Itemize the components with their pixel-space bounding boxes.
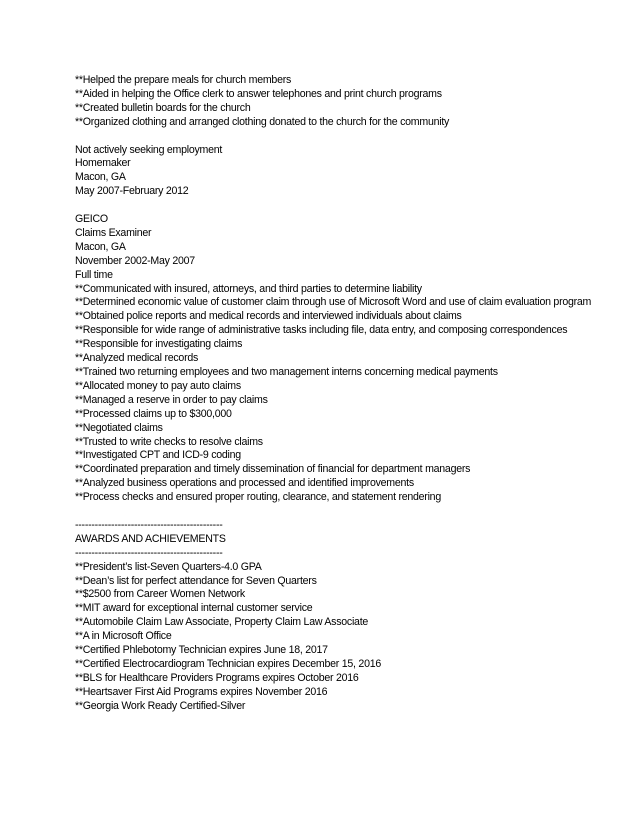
job-geico	[75, 213, 598, 505]
list-item: **$2500 from Career Women Network	[75, 588, 245, 601]
job-dates: November 2002-May 2007	[75, 254, 195, 267]
church-duties-list	[75, 74, 598, 130]
job-homemaker	[75, 144, 598, 200]
list-item: **Analyzed business operations and processed and identified improvements	[75, 477, 414, 490]
section-divider: ---------------------------------------------	[75, 518, 223, 531]
section-divider: ---------------------------------------------	[75, 546, 223, 559]
list-item: **Analyzed medical records	[75, 352, 199, 365]
list-item: **Obtained police reports and medical records and interviewed individuals about claims	[75, 310, 462, 323]
list-item: **MIT award for exceptional internal customer service	[75, 602, 313, 615]
section-heading: AWARDS AND ACHIEVEMENTS	[75, 532, 226, 545]
list-item: **Certified Electrocardiogram Technician expires December 15, 2016	[75, 658, 381, 671]
list-item: **President’s list-Seven Quarters-4.0 GPA	[75, 560, 262, 573]
list-item: **Dean’s list for perfect attendance for Seven Quarters	[75, 574, 317, 587]
job-location: Macon, GA	[75, 171, 126, 184]
list-item: **Allocated money to pay auto claims	[75, 379, 241, 392]
awards-list	[75, 561, 598, 714]
spacer	[75, 505, 598, 519]
job-status: Not actively seeking employment	[75, 143, 223, 156]
list-item: **BLS for Healthcare Providers Programs expires October 2016	[75, 671, 359, 684]
job-company: GEICO	[75, 213, 108, 226]
list-item: **Georgia Work Ready Certified-Silver	[75, 699, 246, 712]
list-item: **Trusted to write checks to resolve claims	[75, 435, 263, 448]
list-item: **Determined economic value of customer claim through use of Microsoft Word and use of claim evaluation program	[75, 296, 592, 309]
job-location: Macon, GA	[75, 240, 126, 253]
awards-section	[75, 519, 598, 714]
list-item: **Investigated CPT and ICD-9 coding	[75, 449, 241, 462]
list-item: **Process checks and ensured proper routing, clearance, and statement rendering	[75, 491, 441, 504]
spacer	[75, 130, 598, 144]
spacer	[75, 199, 598, 213]
list-item: **Certified Phlebotomy Technician expires June 18, 2017	[75, 644, 328, 657]
list-item: **Communicated with insured, attorneys, and third parties to determine liability	[75, 282, 422, 295]
list-item: **Organized clothing and arranged clothing donated to the church for the community	[75, 115, 450, 128]
list-item: **Helped the prepare meals for church members	[75, 74, 292, 86]
list-item: **Trained two returning employees and two management interns concerning medical payments	[75, 366, 498, 378]
list-item: **Aided in helping the Office clerk to answer telephones and print church programs	[75, 87, 442, 100]
list-item: **Created bulletin boards for the church	[75, 101, 251, 114]
job-dates: May 2007-February 2012	[75, 185, 189, 198]
list-item: **Coordinated preparation and timely dissemination of financial for department managers	[75, 463, 471, 476]
list-item: **Negotiated claims	[75, 421, 163, 434]
list-item: **Responsible for wide range of administrative tasks including file, data entry, and composing correspondences	[75, 324, 568, 337]
list-item: **Automobile Claim Law Associate, Property Claim Law Associate	[75, 616, 369, 629]
list-item: **Heartsaver First Aid Programs expires November 2016	[75, 685, 328, 698]
job-title: Homemaker	[75, 157, 131, 170]
job-type: Full time	[75, 268, 113, 281]
job-duties-list	[75, 283, 598, 506]
list-item: **Processed claims up to $300,000	[75, 407, 232, 420]
list-item: **Managed a reserve in order to pay claims	[75, 393, 268, 406]
job-title: Claims Examiner	[75, 226, 152, 239]
list-item: **Responsible for investigating claims	[75, 338, 243, 351]
list-item: **A in Microsoft Office	[75, 630, 172, 643]
